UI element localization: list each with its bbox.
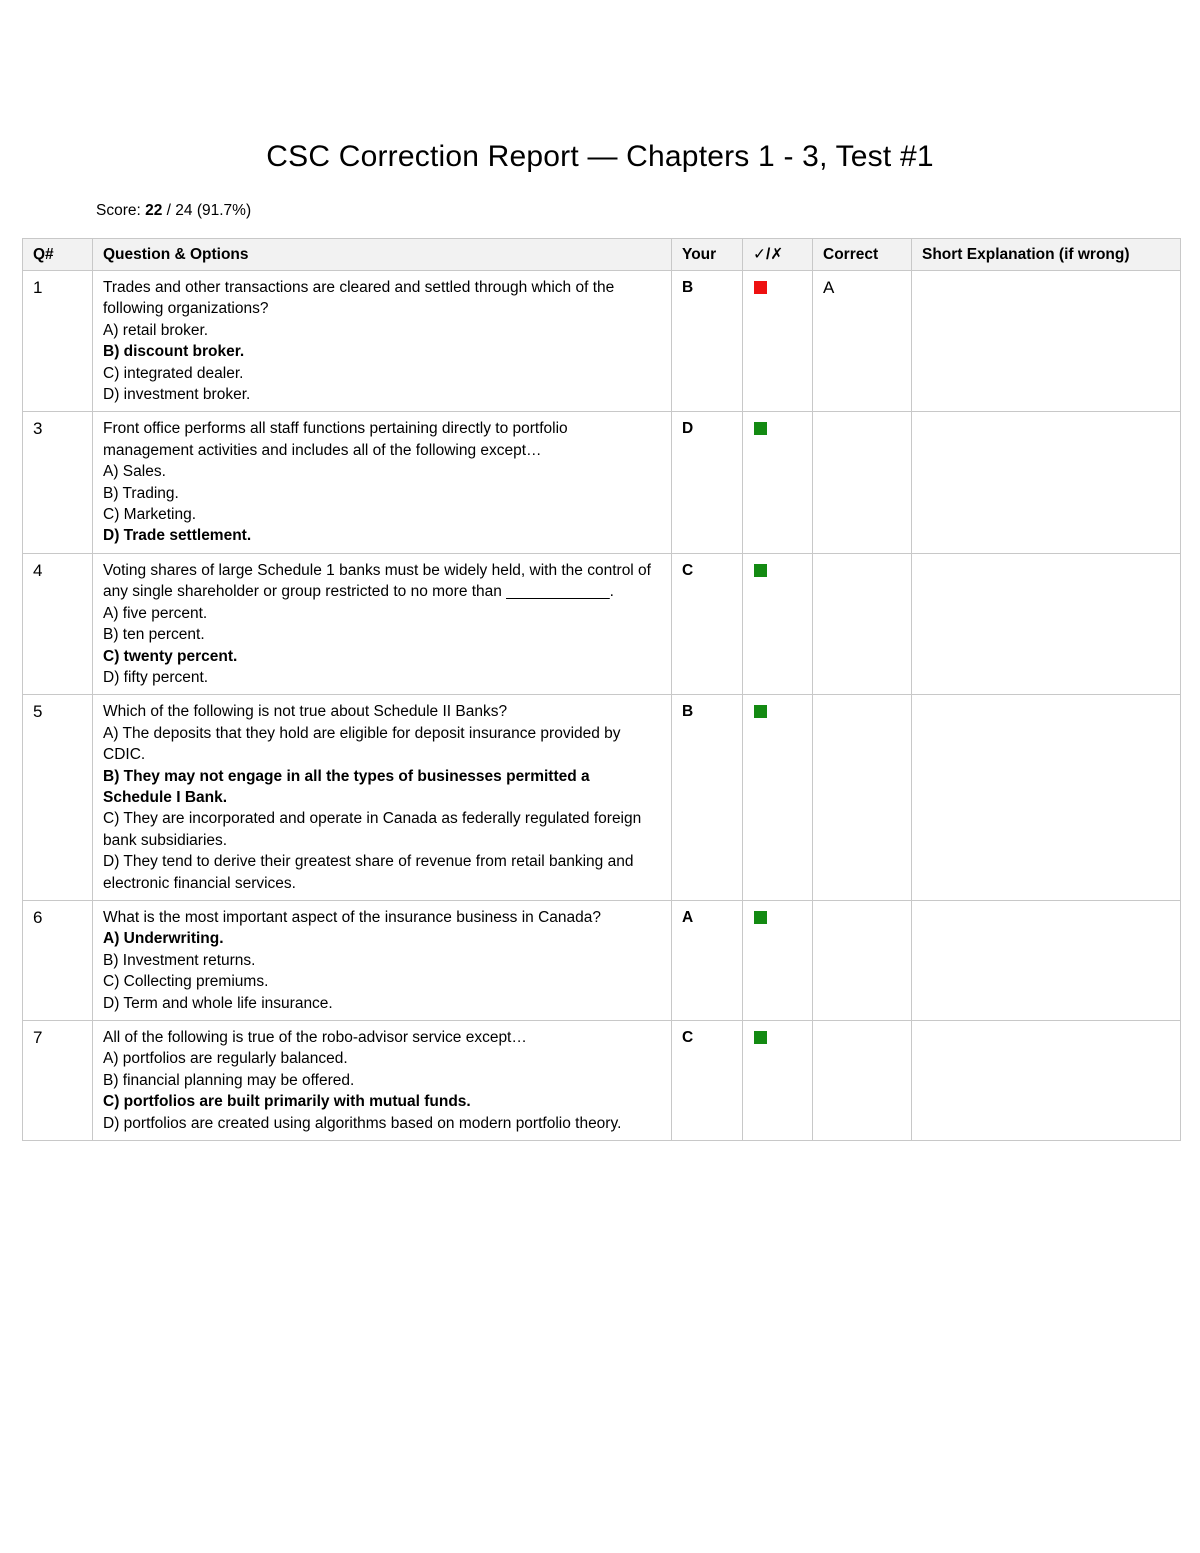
question-number: 6 <box>23 900 93 1020</box>
question-cell <box>93 1021 672 1141</box>
question-text: All of the following is true of the robo-advisor service except… <box>103 1029 527 1046</box>
header-check: ✓/✗ <box>743 239 813 271</box>
result-mark-icon <box>754 564 767 577</box>
your-answer: B <box>672 271 743 412</box>
option-b: B) ten percent. <box>103 626 205 644</box>
table-header-row <box>23 239 1181 271</box>
question-number: 5 <box>23 695 93 901</box>
option-d: D) investment broker. <box>103 386 251 404</box>
result-cell <box>743 695 813 901</box>
result-mark-icon <box>754 705 767 718</box>
header-qnum: Q# <box>23 239 93 271</box>
option-d: D) portfolios are created using algorithms based on modern portfolio theory. <box>103 1114 622 1132</box>
option-b: B) discount broker. <box>103 343 245 361</box>
result-cell <box>743 553 813 694</box>
header-correct: Correct <box>813 239 912 271</box>
correct-answer: A <box>813 271 912 412</box>
correction-table <box>22 238 1181 1141</box>
question-cell <box>93 412 672 553</box>
option-c: C) Collecting premiums. <box>103 973 269 991</box>
option-a: A) five percent. <box>103 604 208 622</box>
result-mark-icon <box>754 422 767 435</box>
score-value: 22 <box>145 202 163 219</box>
result-mark-icon <box>754 281 767 294</box>
result-cell <box>743 900 813 1020</box>
table-row <box>23 412 1181 553</box>
table-body <box>23 271 1181 1141</box>
result-cell <box>743 271 813 412</box>
question-number: 7 <box>23 1021 93 1141</box>
score-total: / 24 (91.7%) <box>162 202 252 219</box>
option-c: C) integrated dealer. <box>103 364 244 382</box>
score-label: Score: <box>96 202 141 219</box>
score-line <box>96 202 251 220</box>
explanation-cell <box>912 695 1181 901</box>
your-answer: A <box>672 900 743 1020</box>
question-text: Front office performs all staff functions pertaining directly to portfolio management activities and includes all of the following except… <box>103 420 568 459</box>
table-row <box>23 271 1181 412</box>
explanation-cell <box>912 412 1181 553</box>
result-mark-icon <box>754 1031 767 1044</box>
question-number: 4 <box>23 553 93 694</box>
option-c: C) Marketing. <box>103 506 197 524</box>
explanation-cell <box>912 271 1181 412</box>
question-number: 1 <box>23 271 93 412</box>
option-a: A) retail broker. <box>103 321 209 339</box>
question-text: Voting shares of large Schedule 1 banks must be widely held, with the control of any single shareholder or group restricted to no more than ____________. <box>103 561 651 601</box>
question-cell <box>93 900 672 1020</box>
explanation-cell <box>912 553 1181 694</box>
option-a: A) The deposits that they hold are eligible for deposit insurance provided by CDIC. <box>103 724 621 764</box>
table-row <box>23 900 1181 1020</box>
question-cell <box>93 695 672 901</box>
table-row <box>23 553 1181 694</box>
page-title: CSC Correction Report — Chapters 1 - 3, Test #1 <box>266 140 934 173</box>
option-b: B) Trading. <box>103 484 179 502</box>
option-a: A) portfolios are regularly balanced. <box>103 1050 348 1068</box>
result-cell <box>743 412 813 553</box>
option-c: C) twenty percent. <box>103 647 238 665</box>
question-cell <box>93 553 672 694</box>
table-row <box>23 1021 1181 1141</box>
option-b: B) Investment returns. <box>103 951 256 969</box>
your-answer: D <box>672 412 743 553</box>
question-text: Trades and other transactions are cleared and settled through which of the following organizations? <box>103 279 615 318</box>
option-d: D) fifty percent. <box>103 668 209 686</box>
header-question: Question & Options <box>93 239 672 271</box>
option-a: A) Underwriting. <box>103 930 224 948</box>
question-text: What is the most important aspect of the insurance business in Canada? <box>103 908 601 926</box>
option-d: D) They tend to derive their greatest share of revenue from retail banking and electronic financial services. <box>103 853 634 892</box>
explanation-cell <box>912 1021 1181 1141</box>
question-number: 3 <box>23 412 93 553</box>
question-text: Which of the following is not true about Schedule II Banks? <box>103 703 508 721</box>
table-row <box>23 695 1181 901</box>
correct-answer <box>813 553 912 694</box>
option-b: B) financial planning may be offered. <box>103 1071 355 1089</box>
correct-answer <box>813 412 912 553</box>
option-c: C) They are incorporated and operate in Canada as federally regulated foreign bank subsidiaries. <box>103 810 642 849</box>
correct-answer <box>813 1021 912 1141</box>
result-mark-icon <box>754 911 767 924</box>
header-your: Your <box>672 239 743 271</box>
explanation-cell <box>912 900 1181 1020</box>
question-cell <box>93 271 672 412</box>
option-d: D) Term and whole life insurance. <box>103 994 333 1012</box>
correct-answer <box>813 695 912 901</box>
your-answer: C <box>672 553 743 694</box>
option-c: C) portfolios are built primarily with mutual funds. <box>103 1093 471 1111</box>
option-b: B) They may not engage in all the types of businesses permitted a Schedule I Bank. <box>103 767 590 806</box>
your-answer: C <box>672 1021 743 1141</box>
correct-answer <box>813 900 912 1020</box>
your-answer: B <box>672 695 743 901</box>
header-explanation: Short Explanation (if wrong) <box>912 239 1181 271</box>
result-cell <box>743 1021 813 1141</box>
option-d: D) Trade settlement. <box>103 527 252 545</box>
option-a: A) Sales. <box>103 463 166 481</box>
